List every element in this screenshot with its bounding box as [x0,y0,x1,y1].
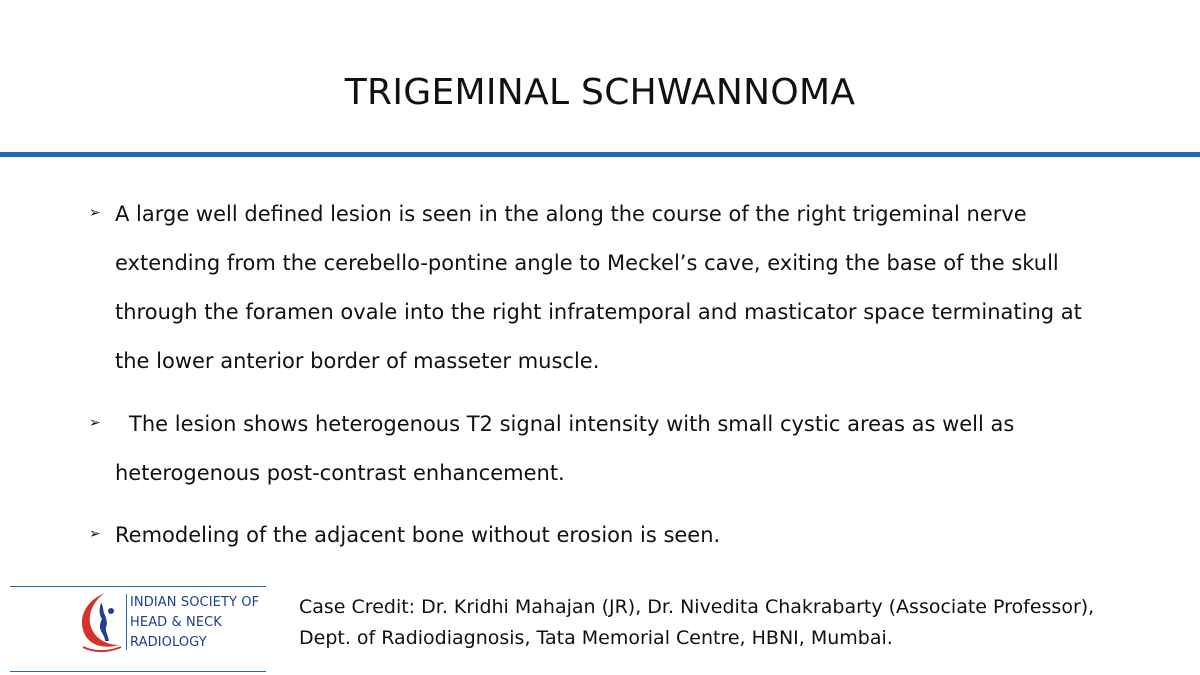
logo-top-rule [10,586,266,587]
case-credit: Case Credit: Dr. Kridhi Mahajan (JR), Dr. Nivedita Chakrabarty (Associate Professor), Dept. of Radiodiagnosis, Tata Memorial Centre, HBNI, Mumbai. [299,596,1095,649]
logo-text-line: INDIAN SOCIETY OF [130,595,260,610]
title-divider [0,152,1200,157]
slide-title: TRIGEMINAL SCHWANNOMA [344,72,856,113]
bullet-text: The lesion shows heterogenous T2 signal intensity with small cystic areas as well as heterogenous post-contrast enhancement. [115,412,1015,485]
bullet-text: A large well defined lesion is seen in the along the course of the right trigeminal nerve extending from the cerebello-pontine angle to Meckel’s cave, exiting the base of the skull through the foramen ovale into the right infratemporal and masticator space terminating at the lower anterior border of masseter muscle. [115,202,1082,373]
logo-bottom-rule [10,671,266,672]
arrow-bullet-icon: ➢ [89,526,101,542]
logo-text-line: HEAD & NECK [130,615,222,630]
isnhr-logo-icon [75,589,125,653]
bullet-text: Remodeling of the adjacent bone without erosion is seen. [115,523,721,547]
logo-text-line: RADIOLOGY [130,635,207,650]
arrow-bullet-icon: ➢ [89,415,101,431]
logo-divider [126,594,127,650]
arrow-bullet-icon: ➢ [89,205,101,221]
